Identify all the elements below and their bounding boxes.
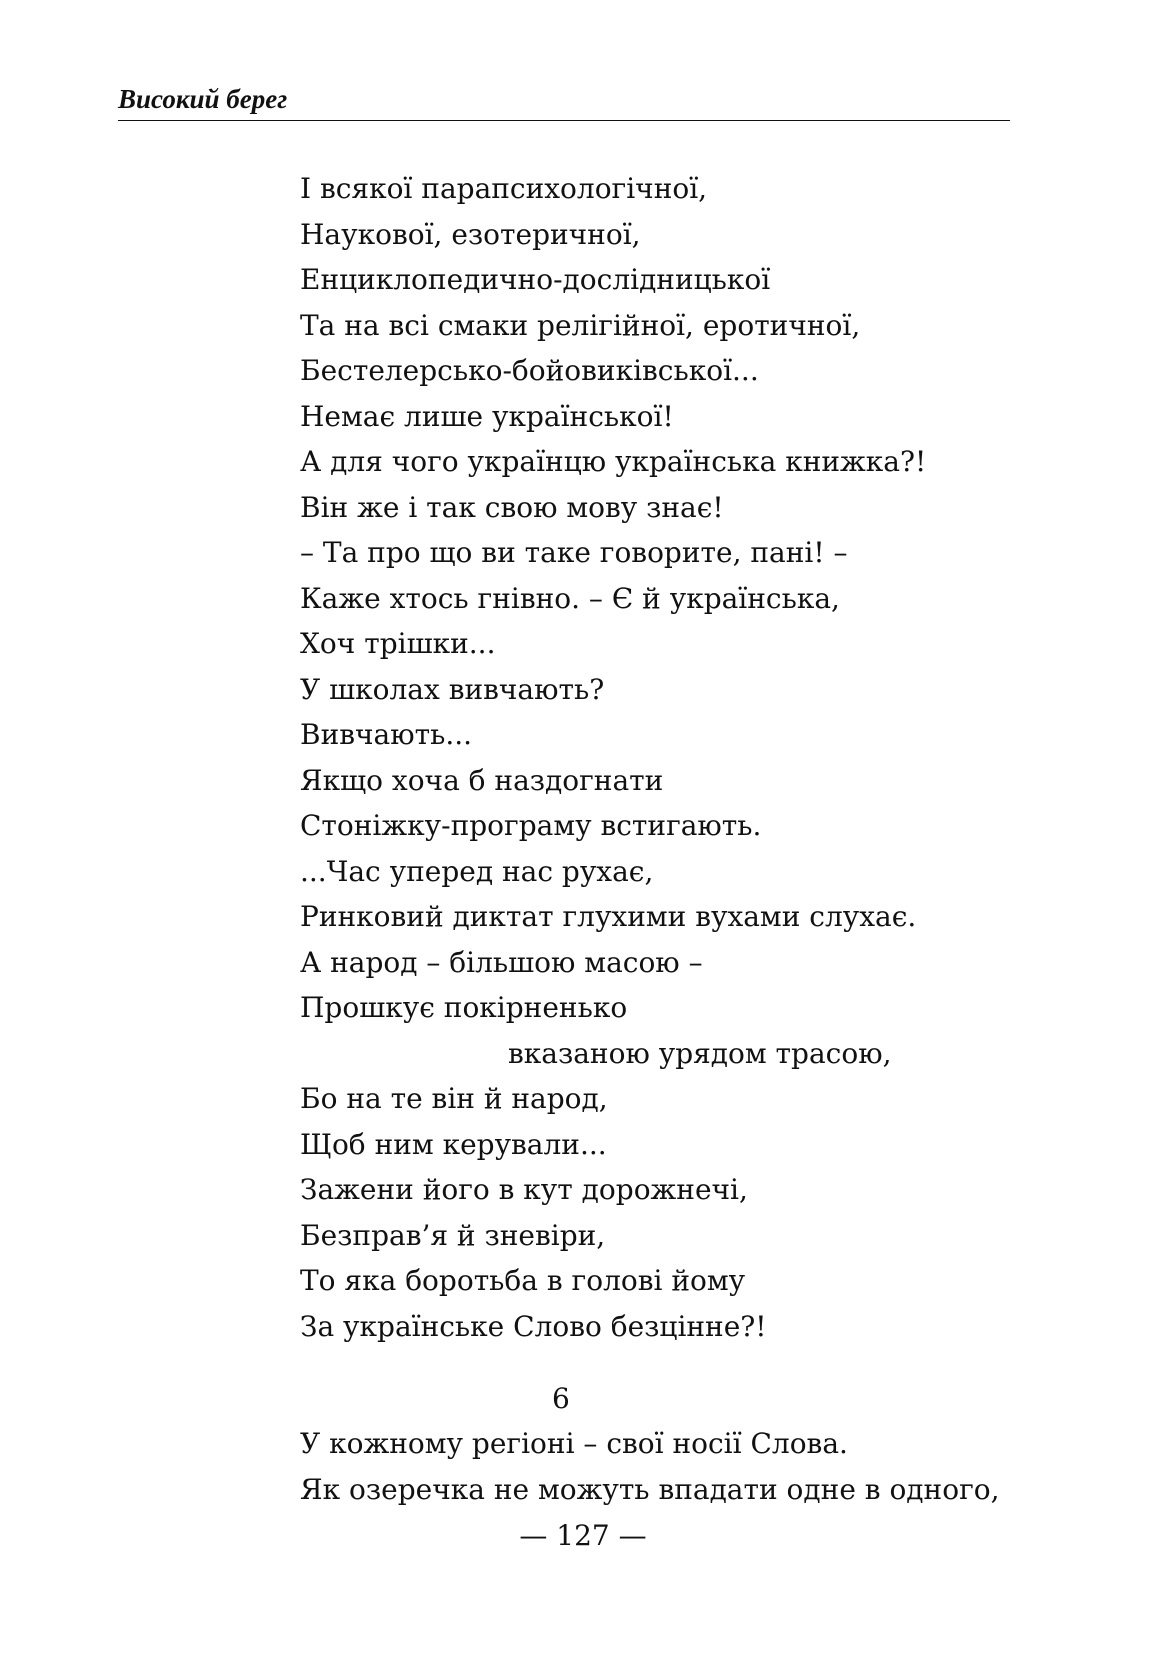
poem-line: Та на всі смаки релігійної, еротичної, <box>300 308 861 342</box>
poem-line: Як озеречка не можуть впадати одне в одного, <box>300 1472 1000 1506</box>
poem-line: А для чого українцю українська книжка?! <box>300 445 927 478</box>
poem-line: Енциклопедично-дослідницької <box>300 263 771 296</box>
poem-line: Немає лише української! <box>300 399 674 433</box>
poem-line: Він же і так свою мову знає! <box>300 490 724 524</box>
section-number: 6 <box>552 1382 570 1415</box>
poem-line: Якщо хоча б наздогнати <box>300 763 664 797</box>
poem-line: Безправ’я й зневіри, <box>300 1218 606 1252</box>
poem-line: У кожному регіоні – свої носії Слова. <box>300 1427 848 1460</box>
poem-line: Хоч трішки... <box>300 627 496 660</box>
poem-line: Бестелерсько-бойовиківської... <box>300 354 759 387</box>
poem-line: Щоб ним керували... <box>300 1127 607 1161</box>
poem-line: У школах вивчають? <box>300 672 605 706</box>
poem-line-indented: вказаною урядом трасою, <box>508 1036 892 1070</box>
poem-line: Ринковий диктат глухими вухами слухає. <box>300 900 917 933</box>
poem-line: Зажени його в кут дорожнечі, <box>300 1173 748 1206</box>
poem-line: – Та про що ви таке говорите, пані! – <box>300 536 848 569</box>
running-title: Високий берег <box>118 84 288 114</box>
poem-line: Каже хтось гнівно. – Є й українська, <box>300 581 840 615</box>
poem-line: ...Час уперед нас рухає, <box>300 854 654 888</box>
poem-line: Бо на те він й народ, <box>300 1082 608 1115</box>
poem-line: За українське Слово безцінне?! <box>300 1309 767 1343</box>
poem-line: І всякої парапсихологічної, <box>300 172 708 205</box>
poem-line: То яка боротьба в голові йому <box>300 1264 746 1297</box>
poem-line: Вивчають... <box>300 718 473 751</box>
header-rule <box>118 120 1010 121</box>
poem-line: А народ – більшою масою – <box>300 945 703 979</box>
poem-line: Наукової, езотеричної, <box>300 217 641 251</box>
poem-line: Стоніжку-програму встигають. <box>300 809 762 842</box>
poem-body <box>300 166 1020 1512</box>
poem-line: Прошкує покірненько <box>300 991 628 1024</box>
page-number: — 127 — <box>519 1519 647 1552</box>
